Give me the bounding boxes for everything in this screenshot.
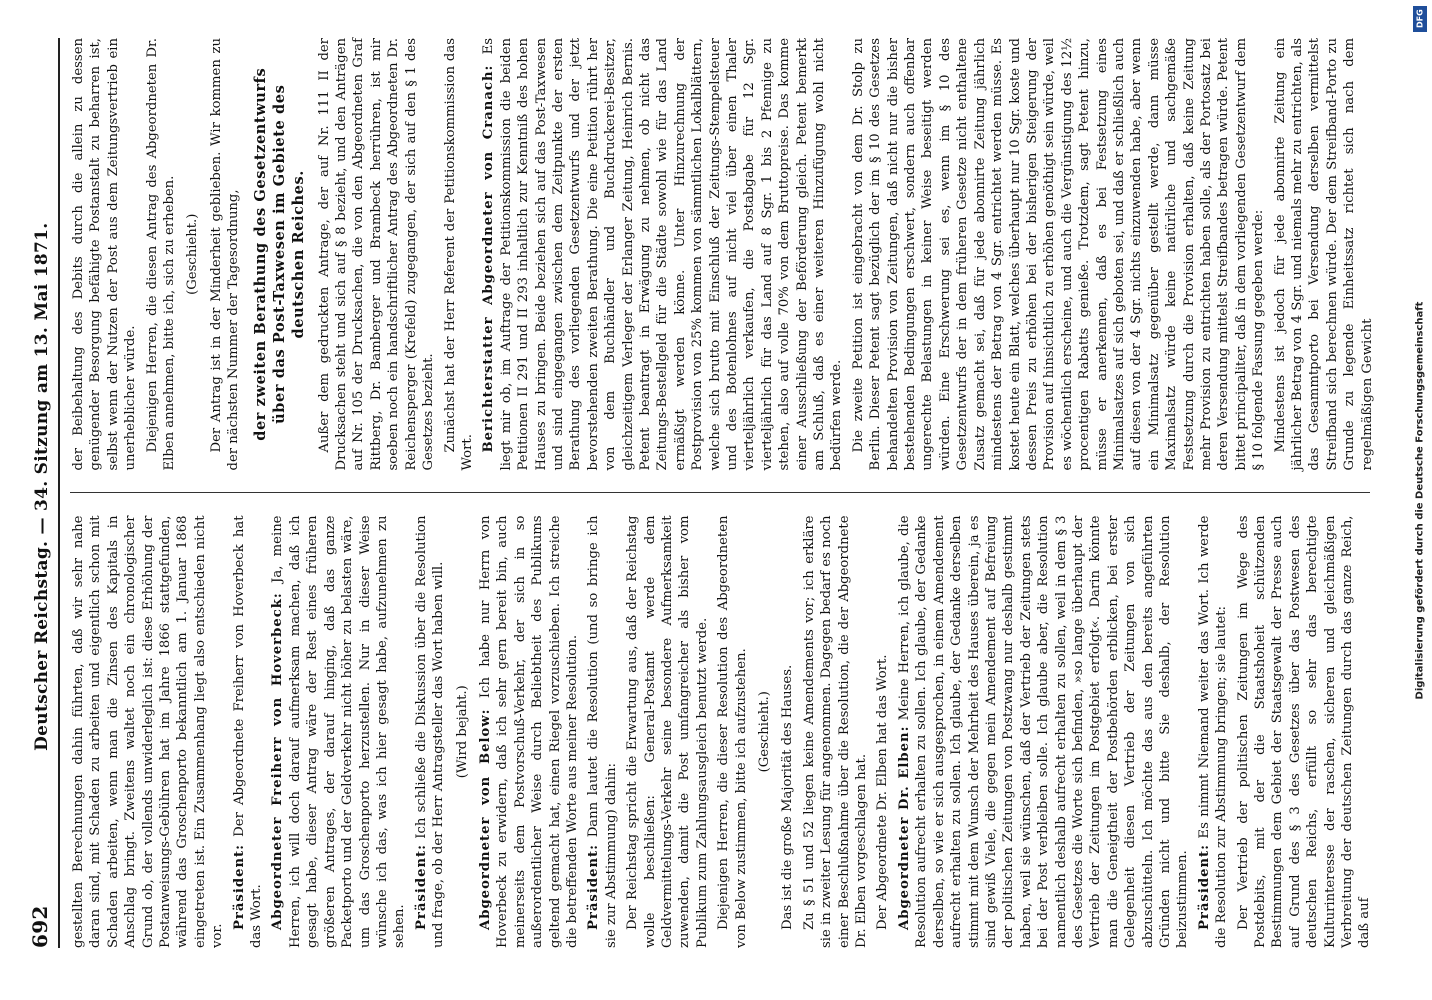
paragraph (269, 516, 408, 949)
paragraph-text: Ich schließe die Diskussion über die Resolution und frage, ob der Herr Antragsteller das Wort haben will. (413, 515, 447, 948)
paragraph (208, 38, 243, 471)
paragraph-text: gestellten Berechnungen dahin führten, daß wir sehr nahe daran sind, mit Schaden zu arbeiten und eigentlich schon mit Schaden arbeiten, wenn man die Zinsen des Kapitals in Anschlag bringt. Zweitens waltet noch ein chronologischer Grund ob, der vollends unwiderleglich ist: diese Erhöhung der Postanweisungs-Gebühren hat im Jahre 1866 stattgefunden, während das Groschenporto bekanntlich am 1. Januar 1868 eingetreten ist. Ein Zusammenhang liegt also entschieden nicht vor. (71, 515, 226, 948)
paragraph-text: Mindestens ist jedoch für jede abonnirte Zeitung ein jährlicher Betrag von 4 Sgr. und niemals mehr zu entrichten, als das Gesammtporto bei Versendung derselben vermittelst Streifband sich berechnen würde. Der dem Streifband-Porto zu Grunde zu legende Einheitssatz richtet sich nach dem regelmäßigen Gewicht (1272, 38, 1375, 471)
paragraph-text: Der Abgeordnete Dr. Elben hat das Wort. (875, 654, 891, 930)
paragraph-text: Ich habe nur Herrn von Hoverbeck zu erwidern, daß ich sehr gern bereit bin, auch meinerseits dem Postvorschuß-Verkehr, der sich in so außerordentlicher Weise durch Beliebtheit des Publikums geltend gemacht hat, einen Riegel vorzuschieben. Ich streiche die betreffenden Worte aus meiner Resolution. (477, 515, 580, 948)
paragraph-text: Der Abgeordnete Freiherr von Hoverbeck hat das Wort. (231, 515, 265, 948)
paragraph (1196, 516, 1231, 949)
paragraph (801, 516, 871, 949)
paragraph-text: Zu § 51 und 52 liegen keine Amendements vor; ich erkläre sie in zweiter Lesung für angenommen. Dagegen bedarf es noch einer Beschlußnahme über die Resolution, die der Abgeordnete Dr. Elben vorgeschlagen hat. (801, 515, 870, 948)
agenda-heading (251, 48, 308, 461)
paragraph (850, 38, 1268, 471)
paragraph-text: Diejenigen Herren, die diesen Antrag des Abgeordneten Dr. Elben annehmen, bitte ich, sich zu erheben. (144, 38, 178, 471)
paragraph-text: Meine Herren, ich glaube, die Resolution aufrecht erhalten zu sollen. Ich glaube, der Gedanke derselben, so wie er sich ausgesprochen, in einem Amendement aufrecht erhalten zu sollen. Ich glaube, der Gedanke derselben stimmt mit dem Wunsch der Mehrheit des Hauses überein, ja es sind gewiß Viele, die gegen mein Amendement auf Befreiung der politischen Zeitungen von Postzwang nur deshalb gestimmt haben, weil sie wünschen, daß der Vertrieb der Zeitungen stets bei der Post verbleiben solle. Ich glaube aber, die Resolution namentlich deshalb aufrecht erhalten zu sollen, weil in dem § 3 des Gesetzes die Worte sich befinden, »so lange überhaupt der Vertrieb der Zeitungen im Postgebiet erfolgt«. Darin könnte man die Geneigtheit der Postbehörden erblicken, bei erster Gelegenheit diesen Vertrieb der Zeitungen von sich abzuschütteln. Ich möchte das aus den bereits angeführten Gründen nicht und bitte Sie deshalb, der Resolution beizustimmen. (896, 515, 1191, 948)
paragraph-text: (Wird bejaht.) (454, 685, 470, 779)
paragraph-text: Es liegt mir ob, im Auftrage der Petitionskommission die beiden Petitionen II 291 und II 293 inhaltlich zur Kenntniß des hohen Hauses zu bringen. Beide beziehen sich auf das Post-Taxwesen und sind eingegangen zwischen dem Zeitpunkte der ersten Berathung des vorliegenden Gesetzentwurfs und der jetzt bevorstehenden zweiten Berathung. Die eine Petition rührt her von dem Buchhändler und Buchdruckerei-Besitzer, gleichzeitigem Verleger der Erlanger Zeitung, Heinrich Bernis. Petent beantragt in Erwägung zu nehmen, ob nicht das Zeitungs-Bestellgeld für die Städte sowohl wie für das Land ermäßigt werden könne. Unter Hinzurechnung der Postprovision von 25% kommen von sämmtlichen Lokalblättern, welche sich brutto mit Einschluß der Zeitungs-Stempelsteuer und des Botenlohnes auf nicht viel über einen Thaler vierteljährlich verkaufen, die Postabgabe für 12 Sgr. vierteljährlich für das Land auf 8 Sgr. 1 bis 2 Pfennige zu stehen, also auf volle 70% von dem Bruttopreise. Das komme einer Ausschließung der Beförderung gleich. Petent bemerkt am Schluß, daß es einer weiteren Hinzufügung wohl nicht bedürfen werde. (481, 38, 845, 471)
paragraph-text: (Geschieht.) (757, 691, 773, 773)
speaker-name: Abgeordneter von Below: (477, 708, 493, 930)
column-divider (70, 493, 1370, 494)
stage-direction (756, 516, 773, 949)
paragraph (413, 516, 448, 949)
paragraph (442, 38, 477, 471)
page-number: 692 (28, 905, 52, 948)
paragraph-text: Dann lautet die Resolution (und so bringe ich sie zur Abstimmung) dahin: (586, 515, 619, 948)
paragraph (585, 516, 620, 949)
running-head (28, 38, 60, 948)
paragraph-text: Ja, meine Herren, ich will doch darauf aufmerksam machen, daß ich gesagt habe, dieser Antrag wäre der Rest eines früheren größeren Antrages, der darauf hinging, daß das ganze Packetporto und der Geldverkehr nicht höher zu belasten wäre, um das Groschenporto herzustellen. Nur in dieser Weise wünsche ich das, was ich hier gesagt habe, aufzunehmen zu sehen. (270, 515, 408, 948)
paragraph (874, 516, 891, 949)
paragraph (480, 38, 846, 471)
paragraph (896, 516, 1192, 949)
paragraph-text: Der Reichstag spricht die Erwartung aus, daß der Reichstag wolle beschließen: General-Postamt werde dem Geldvermittelungs-Verkehr seine besondere Aufmerksamkeit zuwenden, damit die Post umfangreicher als bisher vom Publikum zum Zahlungsausgleich benutzt werde. (625, 515, 710, 948)
paragraph (624, 516, 711, 949)
paragraph-text: Diejenigen Herren, die dieser Resolution des Abgeordneten von Below zustimmen, bitte ich aufzustehen. (716, 515, 749, 948)
paragraph-text: Außer dem gedruckten Antrage, der auf Nr. 111 II der Drucksachen steht und sich auf § 8 bezieht, und den Anträgen auf Nr. 105 der Drucksachen, die von den Abgeordneten Graf Rittberg, Dr. Bamberger und Brambeck herrühren, ist mir soeben noch ein handschriftlicher Antrag des Abgeordneten Dr. Reichensperger (Krefeld) zugegangen, der sich auf den § 1 des Gesetzes bezieht. (316, 38, 437, 471)
paragraph (70, 516, 227, 949)
text-columns (70, 38, 1375, 948)
paragraph (144, 38, 179, 471)
digitization-credit (1408, 0, 1432, 1000)
paragraph-text: Zunächst hat der Herr Referent der Petitionskommission das Wort. (442, 38, 475, 471)
paragraph-text: Die zweite Petition ist eingebracht von dem Dr. Stolp zu Berlin. Dieser Petent sagt bezüglich der im § 10 des Gesetzes behandelten Provision von Zeitungen, daß nicht nur die bisher bestehenden Bedingungen erschwert, sondern auch offenbar ungerechte Belastungen in keiner Weise beseitigt werden würden. Eine Erschwerung sei es, wenn im § 10 des Gesetzentwurfs der in dem früheren Gesetze nicht enthaltene Zusatz gemacht sei, daß für jede abonnirte Zeitung jährlich mindestens der Betrag von 4 Sgr. entrichtet werden müsse. Es kostet heute ein Blatt, welches überhaupt nur 10 Sgr. koste und dessen Preis zu erhöhen bei der bisherigen Steigerung der Provision auf hinsichtlich zu erhöhen genöthigt sein würde, weil es wöchentlich erscheine, und auch die Vergünstigung des 12½ procentigen Rabatts genieße. Trotzdem, sagt Petent hinzu, müsse er anerkennen, daß es bei Festsetzung eines Minimalsatzes auf sich geboten sei, und daß er schließlich auch auf diesen von der 4 Sgr. nichts einzuwenden habe, aber wenn ein Minimalsatz gegenüber gestellt werde, dann müsse Maximalsatz würde keine natürliche und sachgemäße Festsetzung durch die Provision erhalten, daß keine Zeitung mehr Provision zu entrichten haben solle, als der Portosatz bei deren Versendung mittelst Streifbandes betragen würde. Petent bittet principaliter, daß in dem vorliegenden Gesetzentwurf dem § 10 folgende Fassung gegeben werde: (850, 38, 1267, 471)
speaker-name: Präsident: (1196, 843, 1212, 930)
speaker-name: Abgeordneter Dr. Elben: (896, 725, 912, 930)
paragraph-text: Das ist die große Majorität des Hauses. (780, 664, 796, 930)
stage-direction (184, 38, 201, 471)
paragraph-text: Der Vertrieb der politischen Zeitungen im Wege des Postdebits, mit der die Staatshoheit schützenden Bestimmungen dem Gebiet der Staatsgewalt der Presse auch auf Grund des § 3 des Gesetzes über das Postwesen des deutschen Reichs, erfüllt so sehr das berechtigte Kulturinteresse der raschen, sicheren und gleichmäßigen Verbreitung der deutschen Zeitungen durch das ganze Reich, daß auf (1235, 515, 1373, 948)
paragraph (1235, 516, 1374, 949)
paragraph-text: (Geschieht.) (185, 213, 201, 295)
paragraph-text: Es nimmt Niemand weiter das Wort. Ich werde die Resolution zur Abstimmung bringen; sie lautet: (1196, 515, 1230, 948)
paragraph (779, 516, 796, 949)
paragraph (231, 516, 266, 949)
right-column (70, 38, 1375, 471)
speaker-name: Berichterstatter Abgeordneter von Cranach: (481, 64, 497, 453)
speaker-name: Abgeordneter Freiherr von Hoverbeck: (270, 592, 286, 930)
paragraph (477, 516, 581, 949)
paragraph (1272, 38, 1376, 471)
stage-direction (454, 516, 471, 949)
speaker-name: Präsident: (586, 843, 602, 930)
left-column (70, 515, 1373, 949)
paragraph-text: Der Antrag ist in der Minderheit geblieben. Wir kommen zu der nächsten Nummer der Tagesordnung, (208, 38, 242, 471)
paragraph-text: der zweiten Berathung des Gesetzentwurfs über das Post-Taxwesen im Gebiete des deutschen Reiches. (251, 67, 307, 441)
paragraph (70, 38, 140, 471)
page-title: Deutscher Reichstag. — 34. Sitzung am 13. Mai 1871. (32, 222, 52, 751)
paragraph-text: der Beibehaltung des Debits durch die allein zu dessen genügender Besorgung befähigte Postanstalt zu beharren ist, selbst wenn der Nutzen der Post aus dem Zeitungsvertrieb ein unerheblicher würde. (71, 38, 139, 471)
paragraph (715, 516, 750, 949)
speaker-name: Präsident: (413, 843, 429, 930)
paragraph (316, 38, 438, 471)
dfg-logo: DFG (1413, 6, 1427, 32)
speaker-name: Präsident: (231, 843, 247, 930)
credit-text: Digitalisierung gefördert durch die Deutsche Forschungsgemeinschaft (1414, 301, 1426, 699)
